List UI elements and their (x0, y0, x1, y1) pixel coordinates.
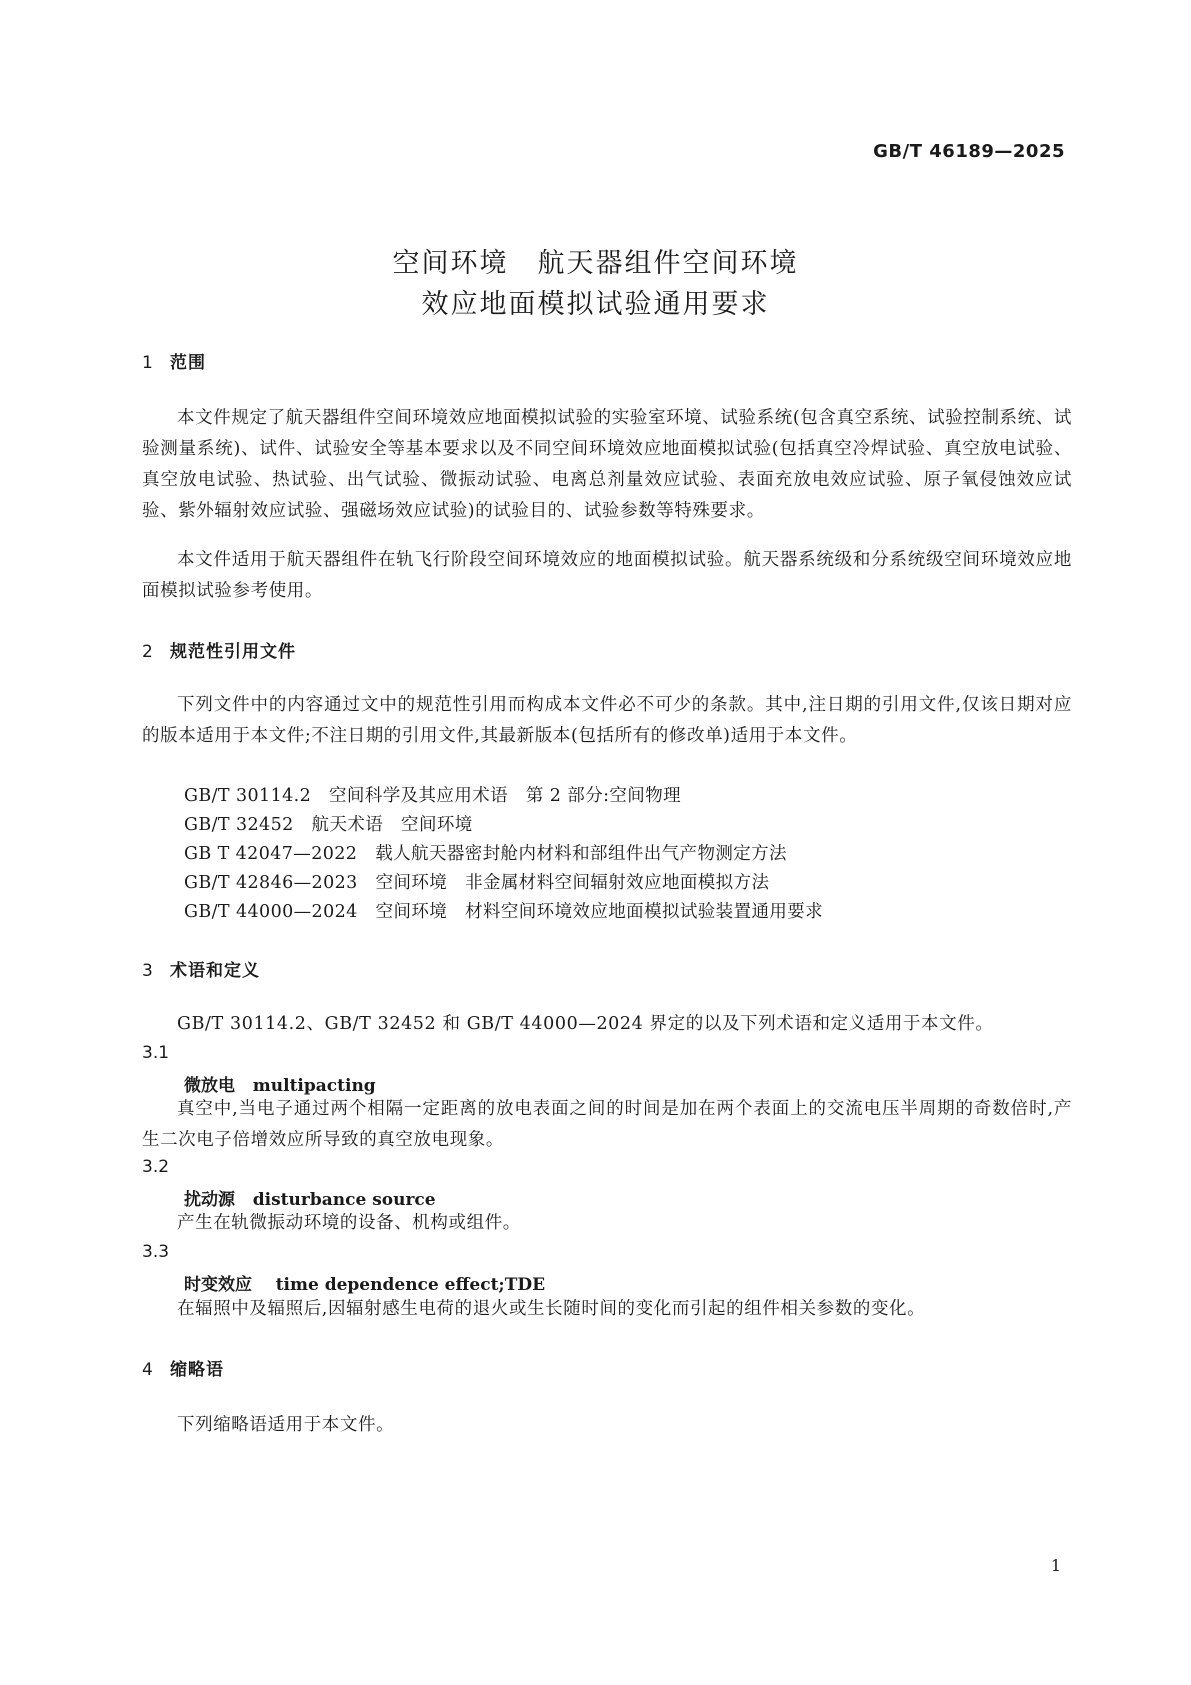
term-definition: 真空中,当电子通过两个相隔一定距离的放电表面之间的时间是加在两个表面上的交流电压半周期的奇数倍时,产生二次电子倍增效应所导致的真空放电现象。 (142, 1099, 1072, 1150)
term-definition: 产生在轨微振动环境的设备、机构或组件。 (177, 1213, 521, 1233)
section-2-heading (142, 637, 296, 662)
section-title: 缩略语 (170, 1360, 224, 1380)
section-title: 术语和定义 (170, 961, 260, 981)
term-number: 3.1 (142, 1043, 170, 1063)
section-number: 4 (142, 1360, 154, 1380)
section-4-paragraph-1: 下列缩略语适用于本文件。 (177, 1415, 395, 1435)
section-title: 规范性引用文件 (170, 642, 296, 662)
section-title: 范围 (170, 353, 206, 373)
section-3-heading (142, 956, 260, 981)
section-1-paragraph-1: 本文件规定了航天器组件空间环境效应地面模拟试验的实验室环境、试验系统(包含真空系统、试验控制系统、试验测量系统)、试件、试验安全等基本要求以及不同空间环境效应地面模拟试验(包括真空冷焊试验、真空放电试验、真空放电试验、热试验、出气试验、微振动试验、电离总剂量效应试验、表面充放电效应试验、原子氧侵蚀效应试验、紫外辐射效应试验、强磁场效应试验)的试验目的、试验参数等特殊要求。 (142, 408, 1072, 521)
section-number: 2 (142, 642, 154, 662)
reference-item: GB T 42047—2022 载人航天器密封舱内材料和部组件出气产物测定方法 (184, 844, 787, 864)
term-zh: 微放电 (184, 1076, 235, 1096)
document-title-line2: 效应地面模拟试验通用要求 (421, 289, 770, 320)
section-3-paragraph-1: GB/T 30114.2、GB/T 32452 和 GB/T 44000—2024 界定的以及下列术语和定义适用于本文件。 (177, 1014, 994, 1034)
page-number: 1 (1050, 1556, 1061, 1575)
standard-code: GB/T 46189—2025 (873, 141, 1065, 162)
term-zh: 时变效应 (184, 1275, 252, 1295)
term-en: multipacting (252, 1076, 376, 1096)
term-number: 3.3 (142, 1242, 170, 1262)
section-2-paragraph-1: 下列文件中的内容通过文中的规范性引用而构成本文件必不可少的条款。其中,注日期的引用文件,仅该日期对应的版本适用于本文件;不注日期的引用文件,其最新版本(包括所有的修改单)适用于本文件。 (142, 695, 1072, 746)
section-1-heading (142, 348, 206, 373)
term-name (184, 1270, 545, 1295)
term-definition: 在辐照中及辐照后,因辐射感生电荷的退火或生长随时间的变化而引起的组件相关参数的变化。 (177, 1299, 926, 1319)
section-number: 1 (142, 353, 154, 373)
term-name (184, 1185, 436, 1210)
term-name (184, 1071, 376, 1096)
term-en: disturbance source (252, 1190, 436, 1210)
reference-item: GB/T 44000—2024 空间环境 材料空间环境效应地面模拟试验装置通用要求 (184, 902, 824, 922)
term-number: 3.2 (142, 1157, 170, 1177)
section-4-heading (142, 1355, 224, 1380)
section-number: 3 (142, 961, 154, 981)
document-title-line1: 空间环境 航天器组件空间环境 (392, 248, 799, 279)
reference-item: GB/T 30114.2 空间科学及其应用术语 第 2 部分:空间物理 (184, 786, 681, 806)
term-zh: 扰动源 (184, 1190, 235, 1210)
reference-item: GB/T 32452 航天术语 空间环境 (184, 815, 473, 835)
term-en: time dependence effect;TDE (275, 1275, 546, 1295)
reference-item: GB/T 42846—2023 空间环境 非金属材料空间辐射效应地面模拟方法 (184, 873, 770, 893)
section-1-paragraph-2: 本文件适用于航天器组件在轨飞行阶段空间环境效应的地面模拟试验。航天器系统级和分系统级空间环境效应地面模拟试验参考使用。 (142, 550, 1072, 601)
